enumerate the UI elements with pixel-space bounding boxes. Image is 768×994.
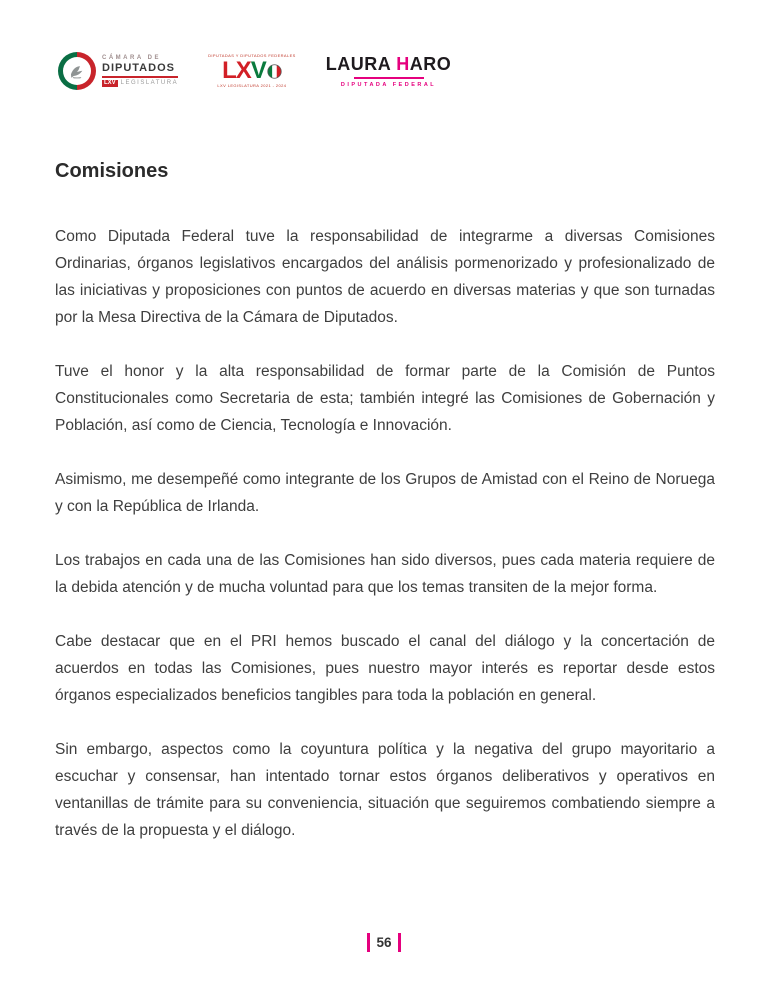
paragraph: Sin embargo, aspectos como la coyuntura política y la negativa del grupo mayoritario a escuchar y consensar, han intentado tornar estos órganos deliberativos y operativos en ventanillas de trámite para su conveniencia, situación que seguiremos combatiendo siempre a través de la propuesta y el diálogo. [55,741,715,839]
page-title: Comisiones [55,160,169,182]
paragraph: Como Diputada Federal tuve la responsabilidad de integrarme a diversas Comisiones Ordinarias, órganos legislativos encargados del análisis pormenorizado y profesionalizado de las iniciativas y proposiciones con puntos de acuerdo en diversas materias y que son turnadas por la Mesa Directiva de la Cámara de Diputados. [55,228,715,326]
camara-line1: CÁMARA DE [102,55,161,62]
laura-haro-logo [326,54,452,88]
paragraph: Asimismo, me desempeñé como integrante de los Grupos de Amistad con el Reino de Noruega y con la República de Irlanda. [55,471,715,515]
paragraph: Los trabajos en cada una de las Comisiones han sido diversos, pues cada materia requiere de la debida atención y de mucha voluntad para que los temas transiten de la mejor forma. [55,552,715,596]
pri-lxv-logo [208,54,296,88]
pri-lxv-wordmark [222,59,282,83]
pri-bottom-text: LXV LEGISLATURA 2021 - 2024 [217,83,287,88]
document-body [55,160,715,871]
pri-letter-v: V [250,57,266,84]
camara-line3 [102,80,178,87]
camara-legislatura-label: LEGISLATURA [120,79,179,86]
camara-diputados-logo [58,52,178,90]
camara-red-rule [102,76,178,78]
camara-emblem-icon [58,52,96,90]
pri-letter-x: X [235,57,251,84]
pri-top-text: DIPUTADAS Y DIPUTADOS FEDERALES [208,53,296,58]
laura-haro-wordmark [326,54,452,75]
camara-lxv-label: LXV [104,79,116,86]
page-number-bar-left [367,933,370,952]
page-footer [0,933,768,952]
pri-emblem-icon [267,64,282,79]
camara-line2: DIPUTADOS [102,62,175,75]
header-logos [58,52,451,90]
laura-pink-rule [354,77,424,79]
page-number: 56 [376,935,392,950]
camara-logo-text [102,55,178,86]
page-number-bar-right [398,933,401,952]
laura-last-initial: H [396,54,410,75]
eagle-icon [66,60,88,82]
paragraph: Cabe destacar que en el PRI hemos buscado el canal del diálogo y la concertación de acuerdos en todas las Comisiones, pues nuestro mayor interés es reportar desde estos órganos especializados beneficios tangibles para toda la población en general. [55,633,715,704]
laura-subtitle: DIPUTADA FEDERAL [340,81,437,88]
laura-last-rest: ARO [409,54,452,75]
paragraph: Tuve el honor y la alta responsabilidad de formar parte de la Comisión de Puntos Constitucionales como Secretaria de esta; también integré las Comisiones de Gobernación y Población, así como de Ciencia, Tecnología e Innovación. [55,363,715,434]
laura-first-name: LAURA [325,54,392,75]
pri-letter-l: L [222,57,236,84]
